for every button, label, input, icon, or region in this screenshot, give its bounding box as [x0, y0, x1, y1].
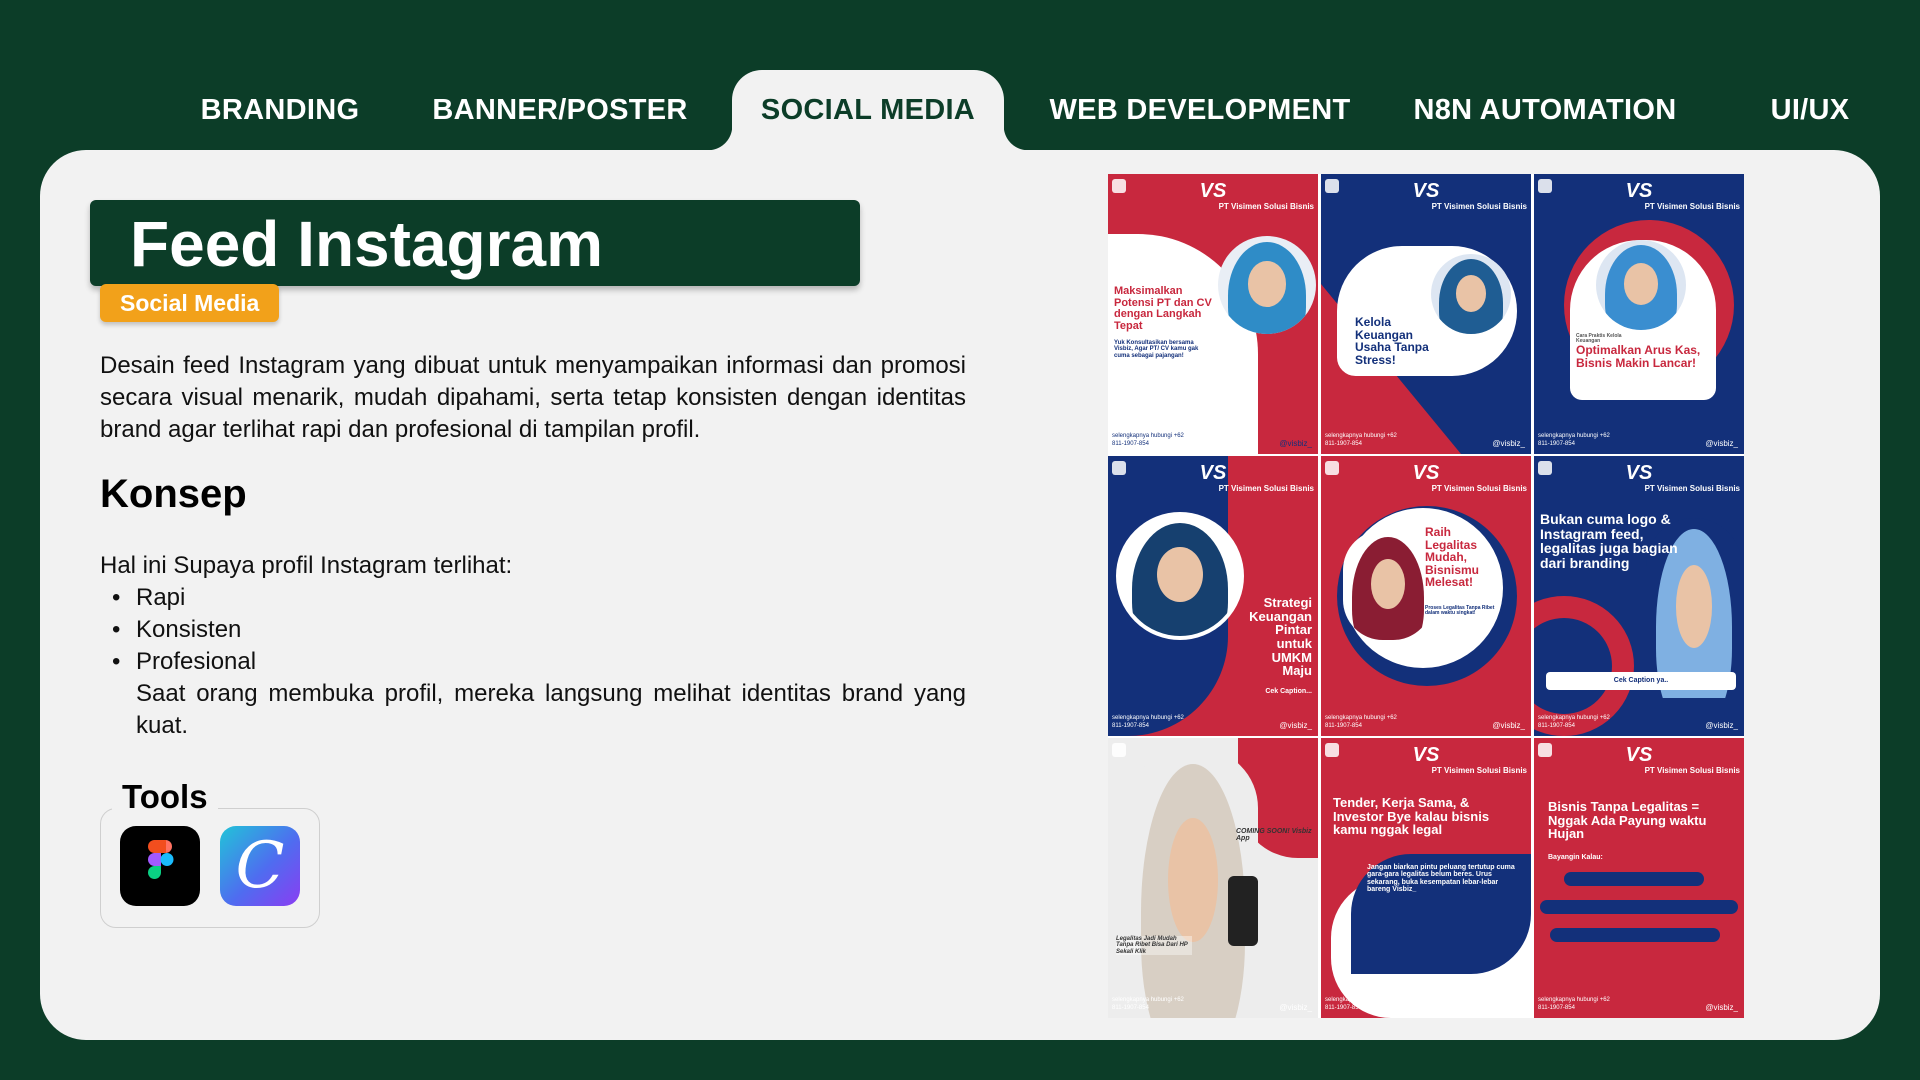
tab-ui-ux[interactable]: UI/UX	[1770, 93, 1850, 126]
feed-post: VS PT Visimen Solusi Bisnis Maksimalkan Potensi PT dan CV dengan Langkah Tepat Yuk Konsultasikan bersama Visbiz, Agar PT/ CV kamu gak cuma sebagai pajangan! selengkapnya hubungi +62 811-1907-854 @visbiz_	[1108, 174, 1318, 454]
concept-heading: Konsep	[100, 472, 247, 516]
category-tabs	[0, 70, 1920, 150]
feed-post: VS PT Visimen Solusi Bisnis Raih Legalitas Mudah, Bisnismu Melesat! Proses Legalitas Tanpa Ribet dalam waktu singkat! selengkapnya hubungi +62 811-1907-854 @visbiz_	[1321, 456, 1531, 736]
feed-post: VS PT Visimen Solusi Bisnis Strategi Keuangan Pintar untuk UMKM Maju Cek Caption... selengkapnya hubungi +62 811-1907-854 @visbiz_	[1108, 456, 1318, 736]
feed-post: COMING SOON! Visbiz App Legalitas Jadi Mudah Tanpa Ribet Bisa Dari HP Sekali Klik selengkapnya hubungi +62 811-1907-854 @visbiz_	[1108, 738, 1318, 1018]
person-photo	[1596, 240, 1686, 330]
concept-intro: Hal ini Supaya profil Instagram terlihat:	[100, 552, 513, 579]
instagram-feed-grid	[1108, 174, 1744, 1018]
tab-web-development[interactable]: WEB DEVELOPMENT	[1049, 93, 1351, 126]
tab-banner-poster[interactable]: BANNER/POSTER	[432, 93, 688, 126]
concept-note: Saat orang membuka profil, mereka langsung melihat identitas brand yang kuat.	[136, 680, 966, 739]
feed-post: VS PT Visimen Solusi Bisnis Kelola Keuangan Usaha Tanpa Stress! selengkapnya hubungi +62 811-1907-854 @visbiz_	[1321, 174, 1531, 454]
list-item: • Konsisten	[100, 614, 966, 646]
list-item: • Profesional	[100, 646, 966, 678]
project-panel	[40, 150, 1880, 1040]
feed-post: VS PT Visimen Solusi Bisnis Bukan cuma logo & Instagram feed, legalitas juga bagian dari branding Cek Caption ya.. selengkapnya hubungi +62 811-1907-854 @visbiz_	[1534, 456, 1744, 736]
person-photo	[1218, 236, 1316, 334]
person-photo	[1116, 512, 1244, 640]
tools-label: Tools	[112, 778, 218, 816]
brand-logo: VS	[1199, 180, 1227, 202]
tab-n8n-automation[interactable]: N8N AUTOMATION	[1413, 93, 1677, 126]
tab-social-media[interactable]: SOCIAL MEDIA	[732, 70, 1004, 150]
feed-post: VS PT Visimen Solusi Bisnis Cara Praktis Kelola Keuangan Optimalkan Arus Kas, Bisnis Makin Lancar! selengkapnya hubungi +62 811-1907-854 @visbiz_	[1534, 174, 1744, 454]
category-badge: Social Media	[100, 284, 279, 322]
feed-post: VS PT Visimen Solusi Bisnis Tender, Kerja Sama, & Investor Bye kalau bisnis kamu nggak legal Jangan biarkan pintu peluang tertutup cuma gara-gara legalitas belum beres. Urus sekarang, buka kesempatan lebar-lebar bareng Visbiz_ selengkapnya hubungi +62 811-1907-854 @visbiz_	[1321, 738, 1531, 1018]
concept-list	[100, 582, 966, 678]
person-photo	[1343, 530, 1433, 640]
feed-post: VS PT Visimen Solusi Bisnis Bisnis Tanpa Legalitas = Nggak Ada Payung waktu Hujan Bayangin Kalau: selengkapnya hubungi +62 811-1907-854 @visbiz_	[1534, 738, 1744, 1018]
project-title: Feed Instagram	[130, 208, 604, 280]
canva-icon: C	[220, 826, 300, 906]
figma-icon	[120, 826, 200, 906]
list-item: • Rapi	[100, 582, 966, 614]
tab-branding[interactable]: BRANDING	[200, 93, 360, 126]
project-description: Desain feed Instagram yang dibuat untuk menyampaikan informasi dan promosi secara visual menarik, mudah dipahami, serta tetap konsisten dengan identitas brand agar terlihat rapi dan profesional di tampilan profil.	[100, 352, 966, 443]
title-banner	[90, 200, 860, 286]
